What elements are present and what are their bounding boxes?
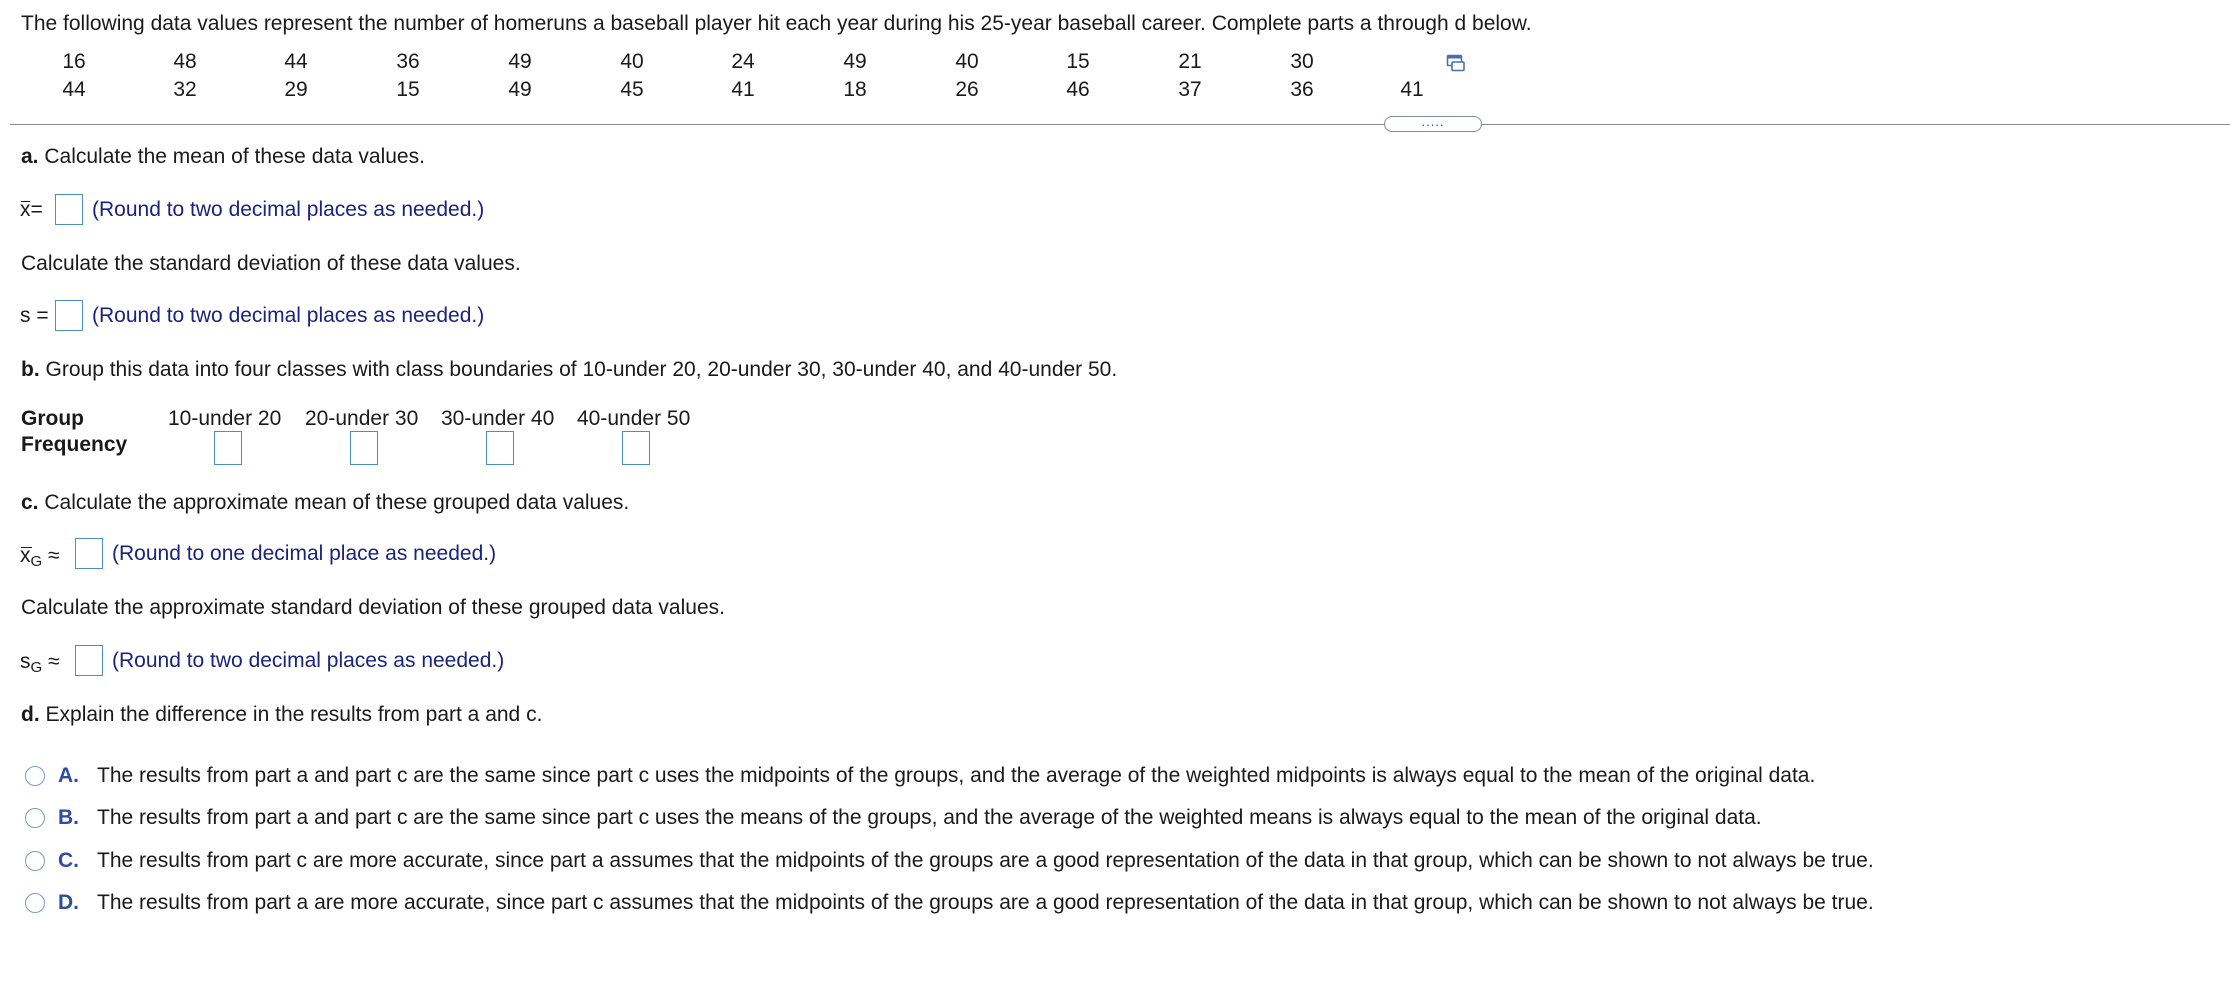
frequency-input-40-50[interactable] xyxy=(622,431,650,465)
sd-round-hint: (Round to two decimal places as needed.) xyxy=(92,304,485,327)
expand-button[interactable]: ..... xyxy=(1384,116,1482,132)
mean-round-hint: (Round to two decimal places as needed.) xyxy=(92,198,485,221)
part-d-letter: d. xyxy=(21,703,40,726)
part-a-text: Calculate the mean of these data values. xyxy=(44,145,425,168)
frequency-label: Frequency xyxy=(21,433,128,456)
option-a-radio[interactable] xyxy=(25,766,45,786)
grouped-mean-input[interactable] xyxy=(75,538,103,569)
data-value: 32 xyxy=(173,78,197,101)
data-value: 16 xyxy=(62,50,86,73)
part-b-letter: b. xyxy=(21,358,40,381)
part-b-text: Group this data into four classes with class boundaries of 10-under 20, 20-under 30, 30-under 40, and 40-under 50. xyxy=(45,358,1118,381)
data-value: 29 xyxy=(284,78,308,101)
mean-answer-input[interactable] xyxy=(55,194,83,225)
grouped-mean-label xyxy=(20,544,60,570)
option-c-letter: C. xyxy=(58,849,79,872)
data-value: 15 xyxy=(396,78,420,101)
class-header-10-20: 10-under 20 xyxy=(168,407,282,430)
data-value: 21 xyxy=(1178,50,1202,73)
option-a-letter: A. xyxy=(58,764,79,787)
part-a-prompt xyxy=(21,145,425,169)
data-value: 41 xyxy=(1400,78,1424,101)
data-value: 49 xyxy=(843,50,867,73)
x-bar-symbol xyxy=(20,544,31,568)
option-a-text: The results from part a and part c are the same since part c uses the midpoints of the groups, and the average of the weighted midpoints is always equal to the mean of the original data. xyxy=(97,764,1816,787)
x-symbol: x xyxy=(20,198,31,221)
sd-answer-input[interactable] xyxy=(55,300,83,331)
frequency-input-30-40[interactable] xyxy=(486,431,514,465)
group-label: Group xyxy=(21,407,84,430)
approx-sign: ≈ xyxy=(48,544,60,567)
part-a-letter: a. xyxy=(21,145,39,168)
approx-sign: ≈ xyxy=(48,650,60,673)
overbar xyxy=(21,201,30,202)
data-value: 46 xyxy=(1066,78,1090,101)
data-value: 49 xyxy=(508,78,532,101)
data-value: 40 xyxy=(620,50,644,73)
sd-prompt: Calculate the standard deviation of these data values. xyxy=(21,252,521,275)
data-value: 44 xyxy=(62,78,86,101)
data-value: 45 xyxy=(620,78,644,101)
part-d-prompt xyxy=(21,703,542,727)
copy-data-icon[interactable] xyxy=(1446,54,1466,72)
data-value: 48 xyxy=(173,50,197,73)
data-value: 41 xyxy=(731,78,755,101)
data-value: 18 xyxy=(843,78,867,101)
data-value: 44 xyxy=(284,50,308,73)
mean-label xyxy=(20,198,43,222)
data-value: 40 xyxy=(955,50,979,73)
part-c-letter: c. xyxy=(21,491,39,514)
overbar xyxy=(21,547,32,548)
option-d-text: The results from part a are more accurate, since part c assumes that the midpoints of the groups are a good representation of the data in that group, which can be shown to not always be true. xyxy=(97,891,1874,914)
g-subscript: G xyxy=(30,553,43,570)
option-b-text: The results from part a and part c are the same since part c uses the means of the groups, and the average of the weighted means is always equal to the mean of the original data. xyxy=(97,806,1762,829)
class-header-30-40: 30-under 40 xyxy=(441,407,555,430)
section-divider xyxy=(10,124,2230,125)
s-symbol: s xyxy=(20,650,31,673)
sd-label: s = xyxy=(20,304,49,327)
data-value: 30 xyxy=(1290,50,1314,73)
data-value: 36 xyxy=(1290,78,1314,101)
equals-sign: = xyxy=(30,198,43,221)
grouped-sd-prompt: Calculate the approximate standard deviation of these grouped data values. xyxy=(21,596,725,619)
grouped-mean-round-hint: (Round to one decimal place as needed.) xyxy=(112,542,497,565)
part-d-text: Explain the difference in the results from part a and c. xyxy=(45,703,543,726)
frequency-input-10-20[interactable] xyxy=(214,431,242,465)
part-c-prompt xyxy=(21,491,629,515)
option-b-letter: B. xyxy=(58,806,79,829)
grouped-sd-round-hint: (Round to two decimal places as needed.) xyxy=(112,649,505,672)
data-value: 24 xyxy=(731,50,755,73)
x-symbol: x xyxy=(20,544,31,567)
option-c-text: The results from part c are more accurate, since part a assumes that the midpoints of the groups are a good representation of the data in that group, which can be shown to not always be true. xyxy=(97,849,1874,872)
problem-statement: The following data values represent the number of homeruns a baseball player hit each year during his 25-year baseball career. Complete parts a through d below. xyxy=(21,12,1532,35)
data-value: 49 xyxy=(508,50,532,73)
data-value: 36 xyxy=(396,50,420,73)
option-d-radio[interactable] xyxy=(25,893,45,913)
part-c-text: Calculate the approximate mean of these grouped data values. xyxy=(44,491,630,514)
class-header-20-30: 20-under 30 xyxy=(305,407,419,430)
part-b-prompt xyxy=(21,358,1117,382)
grouped-sd-label xyxy=(20,650,60,676)
g-subscript: G xyxy=(30,659,43,676)
data-value: 37 xyxy=(1178,78,1202,101)
option-c-radio[interactable] xyxy=(25,851,45,871)
x-bar-symbol xyxy=(20,198,31,222)
option-d-letter: D. xyxy=(58,891,79,914)
data-value: 26 xyxy=(955,78,979,101)
option-b-radio[interactable] xyxy=(25,808,45,828)
data-value: 15 xyxy=(1066,50,1090,73)
frequency-input-20-30[interactable] xyxy=(350,431,378,465)
grouped-sd-input[interactable] xyxy=(75,645,103,676)
class-header-40-50: 40-under 50 xyxy=(577,407,691,430)
